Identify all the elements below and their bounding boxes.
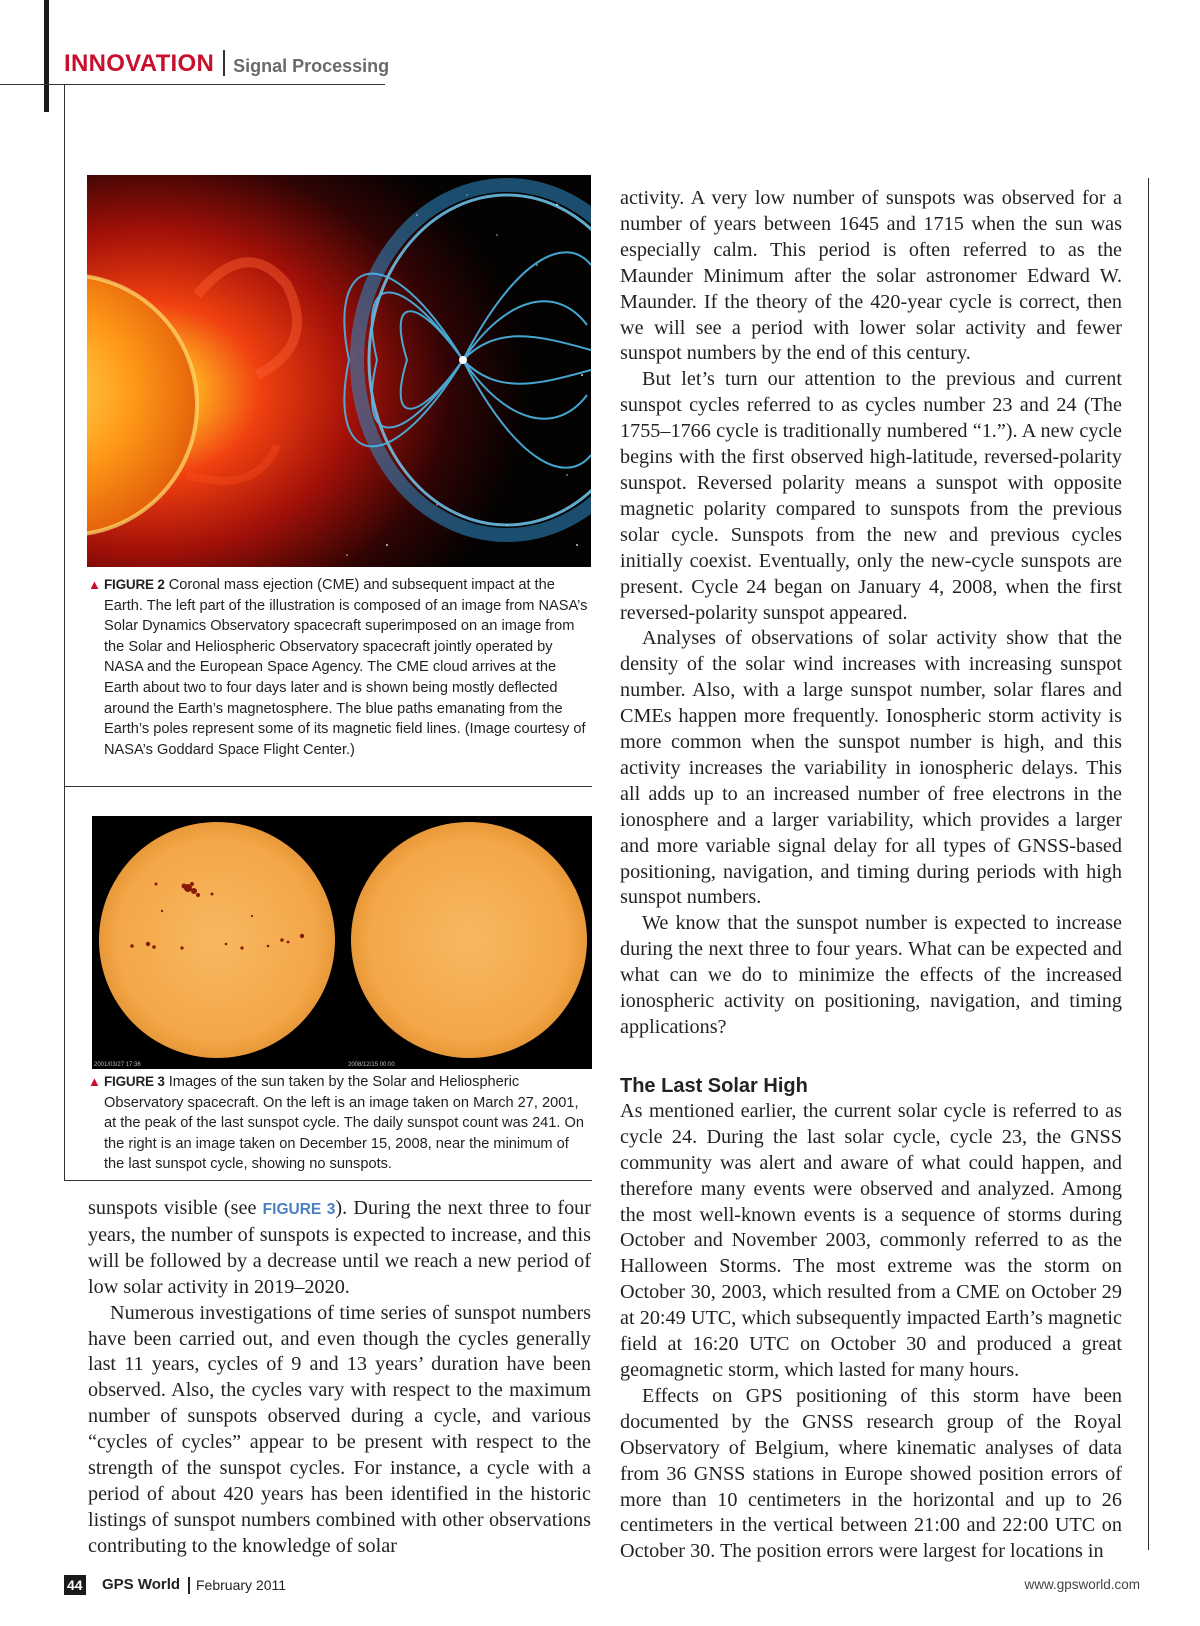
paragraph: Numerous investigations of time series of sunspot numbers have been carried out, and even though the cycles generally last 11 years, cycles of 9 and 13 years’ duration have been observed. Also, the cycles vary with respect to the maximum number of sunspots observed during a cycle, and various “cycles of cycles” appear to be present with respect to the strength of the sunspot cycles. For instance, a cycle with a period of about 420 years has been identified in the historic listings of sunspot numbers combined with other observations contributing to the knowledge of solar <box>88 1301 591 1557</box>
text-run: ). During the next three to four years, the number of sunspots is expected to increase, and this will be followed by a decrease until we reach a new period of low solar activity in 2019–2020. <box>88 1197 592 1298</box>
figure-3-image <box>92 816 592 1069</box>
figure-3-reference-link[interactable]: FIGURE 3 <box>262 1201 336 1218</box>
left-timestamp: 2001/03/27 17:36 <box>94 1062 141 1068</box>
header-bar-thick <box>44 0 49 112</box>
caption-triangle-icon: ▲ <box>88 577 101 592</box>
figure-3-caption <box>88 1072 592 1175</box>
left-rule-lower <box>64 786 65 1180</box>
footer-separator <box>188 1577 190 1594</box>
paragraph: Analyses of observations of solar activity show that the density of the solar wind increases with increasing sunspot number. Also, with a large sunspot number, solar flares and CMEs happen more frequently. Ionospheric storm activity is more common when the sunspot number is high, and this activity increases the variability in ionospheric delays. This all adds up to an increased number of free electrons in the ionosphere and a larger variability, which provides a larger and more variable signal delay for all types of GNSS-based positioning, navigation, and timing during periods with high sunspot numbers. <box>620 627 1122 909</box>
right-rule <box>1148 178 1149 1550</box>
issue-date: February 2011 <box>196 1577 287 1593</box>
right-timestamp: 2008/12/15 00:00 <box>348 1062 395 1068</box>
section-header <box>64 46 389 76</box>
cme-illustration <box>87 175 591 567</box>
paragraph: activity. A very low number of sunspots was observed for a number of years between 1645 and 1715 when the sun was especially calm. This period is often referred to as the Maunder Minimum after the solar astronomer Edward W. Maunder. If the theory of the 420-year cycle is correct, then we will see a period with lower solar activity and fewer sunspot numbers by the end of this century. <box>620 187 1122 365</box>
section-subtitle: Signal Processing <box>233 56 390 76</box>
page-footer <box>64 1575 1140 1597</box>
text-run: sunspots visible (see <box>88 1197 263 1219</box>
publication-name: GPS World <box>102 1576 181 1593</box>
figure-3-caption-text: Images of the sun taken by the Solar and Heliospheric Observatory spacecraft. On the left is an image taken on March 27, 2001, at the peak of the last sunspot cycle. The daily sunspot count was 241. On the right is an image taken on December 15, 2008, near the minimum of the last sunspot cycle, showing no sunspots. <box>104 1074 584 1173</box>
section-title: INNOVATION <box>64 50 215 77</box>
figure-2-label: FIGURE 2 <box>104 577 165 592</box>
left-rule <box>64 84 65 786</box>
paragraph: But let’s turn our attention to the previous and current sunspot cycles referred to as cycles number 23 and 24 (The 1755–1766 cycle is traditionally numbered “1.”). A new cycle begins with the first observed high-latitude, reversed-polarity sunspot. Reversed polarity means a sunspot with opposite magnetic polarity compared to sunspots from the previous solar cycle. Sunspots from the new and previous cycles initially coexist. Eventually, only the new-cycle sunspots are present. Cycle 24 began on January 4, 2008, when the first reversed-polarity sunspot appeared. <box>620 368 1122 624</box>
caption-triangle-icon: ▲ <box>88 1074 101 1089</box>
sun-comparison-images <box>92 816 592 1069</box>
paragraph: We know that the sunspot number is expected to increase during the next three to four years. What can be expected and what can we do to minimize the effects of the increased ionospheric activity on positioning, navigation, and timing applications? <box>620 912 1122 1038</box>
figure-2-caption-text: Coronal mass ejection (CME) and subsequent impact at the Earth. The left part of the illustration is composed of an image from NASA’s Solar Dynamics Observatory spacecraft superimposed on an image from the Solar and Heliospheric Observatory spacecraft jointly operated by NASA and the European Space Agency. The CME cloud arrives at the Earth about two to four days later and is shown being mostly deflected around the Earth’s magnetosphere. The blue paths emanating from the Earth’s poles represent some of its magnetic field lines. (Image courtesy of NASA’s Goddard Space Flight Center.) <box>104 577 588 758</box>
page-number: 44 <box>64 1575 86 1595</box>
figure-2-image <box>87 175 591 567</box>
website-link[interactable]: www.gpsworld.com <box>1024 1577 1140 1592</box>
figure-2-caption <box>88 575 592 760</box>
paragraph <box>88 1196 591 1301</box>
header-rule <box>0 84 385 85</box>
right-column-text <box>620 186 1122 1565</box>
section-heading: The Last Solar High <box>620 1074 808 1097</box>
paragraph: Effects on GPS positioning of this storm have been documented by the GNSS research group of the Royal Observatory of Belgium, where kinematic analyses of data from 36 GNSS stations in Europe showed position errors of more than 10 centimeters in the horizontal and up to 26 centimeters in the vertical between 21:00 and 22:00 UTC on October 30. The position errors were largest for locations in <box>620 1384 1122 1563</box>
left-column-text <box>88 1196 591 1560</box>
figure-3-label: FIGURE 3 <box>104 1074 165 1089</box>
paragraph: As mentioned earlier, the current solar cycle is referred to as cycle 24. During the last solar cycle, cycle 23, the GNSS community was alert and aware of what could happen, and therefore many events were observed and analyzed. Among the most well-known events is a sequence of storms during October and November 2003, commonly referred to as the Halloween Storms. The most extreme was the storm on October 30, 2003, which resulted from a CME on October 29 at 20:49 UTC, which subsequently impacted Earth’s magnetic field at 16:20 UTC on October 30 and produced a great geomagnetic storm, which lasted for many hours. <box>620 1099 1122 1381</box>
header-separator <box>223 50 225 76</box>
figure-divider <box>64 1180 592 1181</box>
figure-divider <box>64 786 592 787</box>
